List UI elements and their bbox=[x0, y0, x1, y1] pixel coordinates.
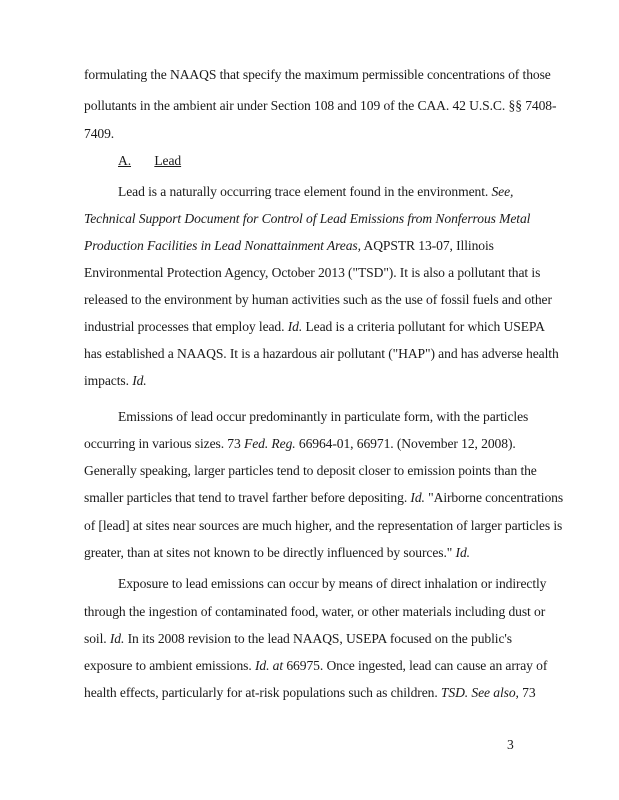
text-line: released to the environment by human activities such as the use of fossil fuels and other bbox=[84, 292, 552, 307]
text-line: Generally speaking, larger particles tend to deposit closer to emission points than the bbox=[84, 463, 537, 478]
page-number: 3 bbox=[507, 737, 514, 752]
text-line: Lead is a naturally occurring trace element found in the environment. See, bbox=[118, 184, 514, 199]
text-line: of [lead] at sites near sources are much higher, and the representation of larger particles is bbox=[84, 518, 563, 533]
text-line: soil. Id. In its 2008 revision to the lead NAAQS, USEPA focused on the public's bbox=[84, 631, 512, 646]
section-title: Lead bbox=[154, 153, 182, 168]
text-line: greater, than at sites not known to be directly influenced by sources." Id. bbox=[84, 545, 470, 560]
section-heading bbox=[118, 152, 578, 169]
text-line: health effects, particularly for at-risk populations such as children. TSD. See also, 73 bbox=[84, 685, 536, 700]
text-line: Technical Support Document for Control of Lead Emissions from Nonferrous Metal bbox=[84, 211, 531, 226]
text-line: pollutants in the ambient air under Section 108 and 109 of the CAA. 42 U.S.C. §§ 7408- bbox=[84, 98, 557, 113]
text-line: Exposure to lead emissions can occur by means of direct inhalation or indirectly bbox=[118, 576, 547, 591]
text-line: through the ingestion of contaminated food, water, or other materials including dust or bbox=[84, 604, 546, 619]
text-line: Emissions of lead occur predominantly in particulate form, with the particles bbox=[118, 409, 529, 424]
section-label: A. bbox=[118, 153, 132, 168]
text-line: smaller particles that tend to travel farther before depositing. Id. "Airborne concentrations bbox=[84, 490, 564, 505]
text-line: impacts. Id. bbox=[84, 373, 147, 388]
text-line: 7409. bbox=[84, 126, 115, 141]
text-line: formulating the NAAQS that specify the maximum permissible concentrations of those bbox=[84, 67, 551, 82]
text-line: Production Facilities in Lead Nonattainment Areas, AQPSTR 13-07, Illinois bbox=[84, 238, 494, 253]
text-line: occurring in various sizes. 73 Fed. Reg. 66964-01, 66971. (November 12, 2008). bbox=[84, 436, 516, 451]
text-line: industrial processes that employ lead. Id. Lead is a criteria pollutant for which USEPA bbox=[84, 319, 545, 334]
text-line: Environmental Protection Agency, October 2013 ("TSD"). It is also a pollutant that is bbox=[84, 265, 541, 280]
text-line: has established a NAAQS. It is a hazardous air pollutant ("HAP") and has adverse health bbox=[84, 346, 559, 361]
text-line: exposure to ambient emissions. Id. at 66975. Once ingested, lead can cause an array of bbox=[84, 658, 548, 673]
